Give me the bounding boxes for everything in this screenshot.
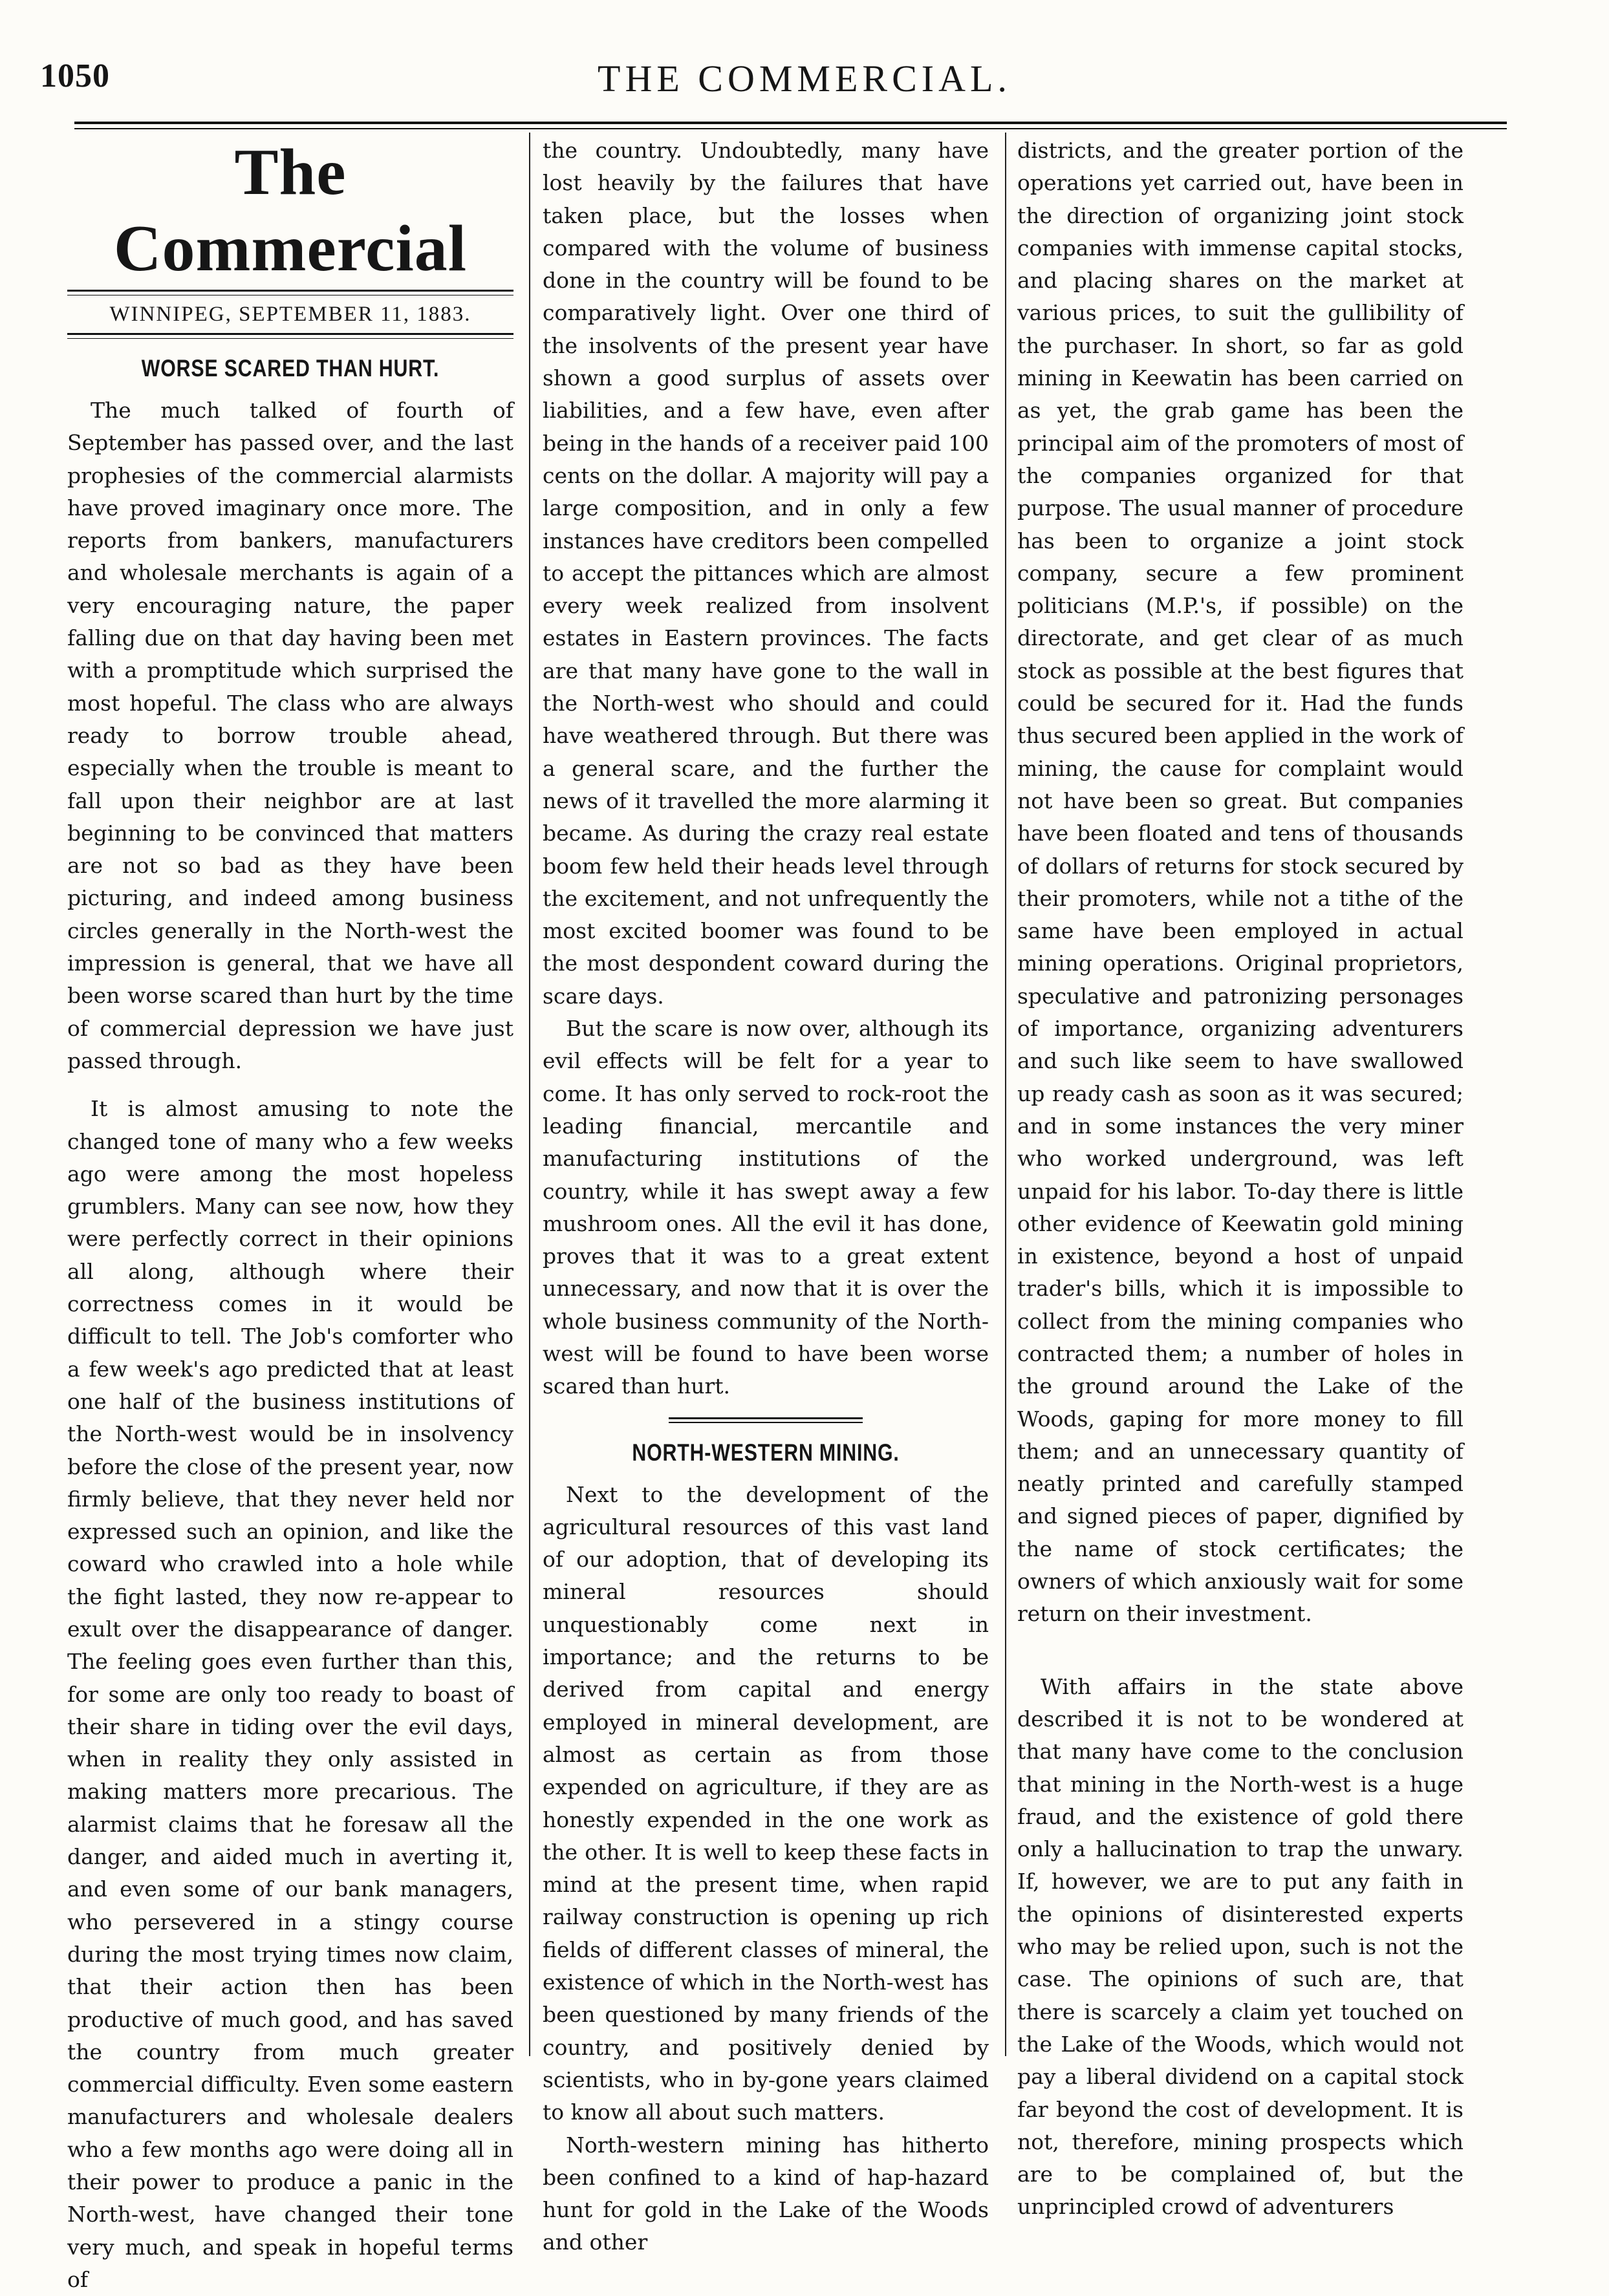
- article-headline: WORSE SCARED THAN HURT.: [141, 355, 440, 381]
- article-paragraph: districts, and the greater portion of the operations yet carried out, have been in the direction of organizing joint stock companies with immense capital stocks, and placing shares on the market at various prices, to suit the gullibility of the purchaser. In short, so far as gold mining in Keewatin has been carried on as yet, the grab game has been the principal aim of the promoters of most of the companies organized for that purpose. The usual manner of procedure has been to organize a joint stock company, secure a few prominent politicians (M.P.'s, if possible) on the directorate, and get clear of as much stock as possible at the best figures that could be secured for it. Had the funds thus secured been applied in the work of mining, the cause for complaint would not have been so great. But companies have been floated and tens of thousands of dollars of returns for stock secured by their promoters, while not a tithe of the same have been employed in actual mining operations. Original proprietors, speculative and patronizing personages of importance, organizing adventurers and such like seem to have swallowed up ready cash as soon as it was secured; and in some instances the very miner who worked underground, was left unpaid for his labor. To-day there is little other evidence of Keewatin gold mining in existence, beyond a host of unpaid trader's bills, which it is impossible to collect from the mining companies who contracted them; a number of holes in the ground around the Lake of the Woods, gaping for more money to fill them; and an unnecessary quantity of neatly printed and carefully stamped and signed pieces of paper, dignified by the name of stock certificates; the owners of which anxiously wait for some return on their investment.: [1017, 138, 1463, 1627]
- header-rule: [74, 122, 1507, 129]
- article-headline: NORTH-WESTERN MINING.: [632, 1439, 900, 1466]
- article-paragraph: Next to the development of the agricultural resources of this vast land of our adoption, that of developing its mineral resources should unquestionably come next in importance; and the returns to be derived from capital and energy employed in mineral development, are almost as certain as from those expended on agriculture, if they are as honestly expended in the one work as the other. It is well to keep these facts in mind at the present time, when rapid railway construction is opening up rich fields of different classes of mineral, the existence of which in the North-west has been questioned by many friends of the country, and positively denied by scientists, who in by-gone years claimed to know all about such matters.: [543, 1481, 989, 2125]
- dateline: WINNIPEG, SEPTEMBER 11, 1883.: [109, 303, 471, 326]
- running-title: THE COMMERCIAL.: [598, 58, 1011, 100]
- page-number: 1050: [40, 58, 110, 94]
- article-paragraph: The much talked of fourth of September has passed over, and the last prophesies of the commercial alarmists have proved imaginary once more. The reports from bankers, manufacturers and wholesale merchants is again of a very encouraging nature, the paper falling due on that day having been met with a promptitude which surprised the most hopeful. The class who are always ready to borrow trouble ahead, especially when the trouble is meant to fall upon their neighbor are at last beginning to be convinced that matters are not so bad as they have been picturing, and indeed among business circles generally in the North-west the impression is general, that we have all been worse scared than hurt by the time of commercial depression we have just passed through.: [67, 398, 513, 1073]
- article-paragraph: It is almost amusing to note the changed tone of many who a few weeks ago were among the most hopeless grumblers. Many can see now, how they were perfectly correct in their opinions all along, although where their correctness comes in it would be difficult to tell. The Job's comforter who a few week's ago predicted that at least one half of the business institutions of the North-west would be in insolvency before the close of the present year, now firmly believe, that they never held nor expressed such an opinion, and like the coward who crawled into a hole while the fight lasted, they now re-appear to exult over the disappearance of danger. The feeling goes even further than this, for some are only too ready to boast of their share in tiding over the evil days, when in reality they only assisted in making matters more precarious. The alarmist claims that he foresaw all the danger, and aided much in averting it, and even some of our bank managers, who persevered in a stingy course during the most trying times now claim, that their action then has been productive of much good, and has saved the country from much greater commercial difficulty. Even some eastern manufacturers and wholesale dealers who a few months ago were doing all in their power to produce a panic in the North-west, have changed their tone very much, and speak in hopeful terms of: [67, 1096, 513, 2292]
- paragraph-gap: [1017, 1631, 1463, 1671]
- column-divider: [1005, 133, 1006, 2056]
- paragraph-gap: [67, 1077, 513, 1093]
- article-paragraph: But the scare is now over, although its evil effects will be felt for a year to come. It has only served to rock-root the leading financial, mercantile and manufacturing institutions of the country, while it has swept away a few mushroom ones. All the evil it has done, proves that it was to a great extent unnecessary, and now that it is over the whole business community of the North-west will be found to have been worse scared than hurt.: [543, 1016, 989, 1399]
- column-3: [1017, 134, 1463, 2224]
- column-divider: [529, 133, 530, 2056]
- masthead-rule: [67, 290, 513, 295]
- article-divider: [669, 1417, 863, 1423]
- article-paragraph: the country. Undoubtedly, many have lost heavily by the failures that have taken place, but the losses when compared with the volume of business done in the country will be found to be comparatively light. Over one third of the insolvents of the present year have shown a good surplus of assets over liabilities, and a few have, even after being in the hands of a receiver paid 100 cents on the dollar. A majority will pay a large composition, and in only a few instances have creditors been compelled to accept the pittances which are almost every week realized from insolvent estates in Eastern provinces. The facts are that many have gone to the wall in the North-west who should and could have weathered through. But there was a general scare, and the further the news of it travelled the more alarming it became. As during the crazy real estate boom few held their heads level through the excitement, and not unfrequently the most excited boomer was found to be the most despondent coward during the scare days.: [543, 138, 989, 1009]
- dateline-rule: [67, 333, 513, 339]
- column-2: [543, 134, 989, 2259]
- masthead-title: The Commercial: [113, 136, 468, 285]
- article-paragraph: With affairs in the state above described it is not to be wondered at that many have come to the conclusion that mining in the North-west is a huge fraud, and the existence of gold there only a hallucination to trap the unwary. If, however, we are to put any faith in the opinions of disinterested experts who may be relied upon, such is not the case. The opinions of such are, that there is scarcely a claim yet touched on the Lake of the Woods, which would not pay a liberal dividend on a capital stock far beyond the cost of development. It is not, therefore, mining prospects which are to be complained of, but the unprincipled crowd of adventurers: [1017, 1673, 1463, 2220]
- article-paragraph: North-western mining has hitherto been confined to a kind of hap-hazard hunt for gold in the Lake of the Woods and other: [543, 2132, 989, 2255]
- column-1: [67, 134, 513, 2296]
